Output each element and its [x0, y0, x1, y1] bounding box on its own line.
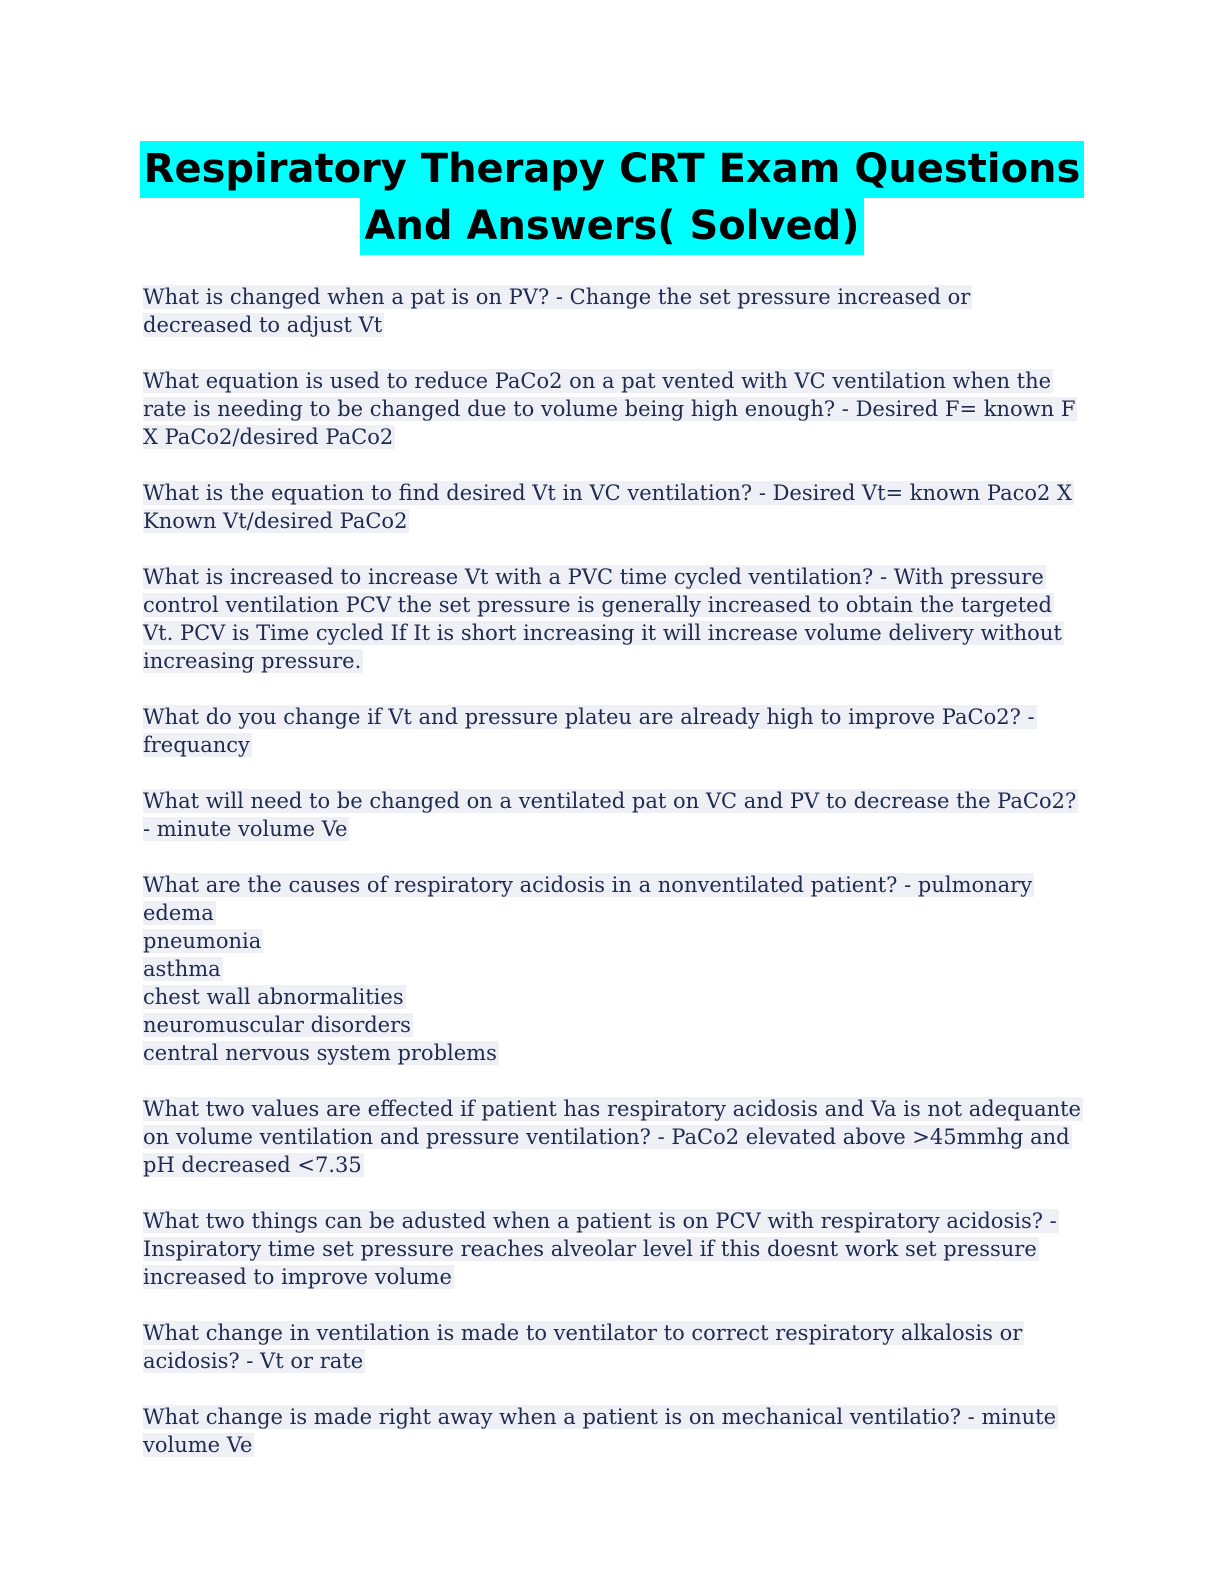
qa-item: [143, 479, 1083, 535]
qa-item: [143, 1319, 1083, 1375]
qa-item: [143, 787, 1083, 843]
qa-item: [143, 563, 1083, 675]
qa-text: What do you change if Vt and pressure plateu are already high to improve PaCo2? - frequancy: [143, 705, 1035, 757]
qa-item: [143, 367, 1083, 451]
qa-item: [143, 283, 1083, 339]
qa-item: [143, 1095, 1083, 1179]
qa-item: [143, 1403, 1083, 1459]
page-title: [0, 141, 1224, 255]
qa-item: [143, 1207, 1083, 1291]
qa-text: What change is made right away when a patient is on mechanical ventilatio? - minute volume Ve: [143, 1405, 1056, 1457]
answer-list-item: [143, 1039, 1083, 1067]
qa-text: What are the causes of respiratory acidosis in a nonventilated patient? - pulmonary edema: [143, 873, 1033, 925]
qa-text: What equation is used to reduce PaCo2 on a pat vented with VC ventilation when the rate is needing to be changed due to volume being high enough? - Desired F= known F X PaCo2/desired PaCo2: [143, 369, 1076, 449]
title-line-1: Respiratory Therapy CRT Exam Questions: [140, 141, 1085, 198]
qa-text: What two values are effected if patient has respiratory acidosis and Va is not adequante on volume ventilation and pressure ventilation? - PaCo2 elevated above >45mmhg and pH decreased <7.35: [143, 1097, 1081, 1177]
answer-text: chest wall abnormalities: [143, 985, 404, 1009]
qa-item: [143, 703, 1083, 759]
answer-text: neuromuscular disorders: [143, 1013, 411, 1037]
qa-text: What is changed when a pat is on PV? - Change the set pressure increased or decreased to adjust Vt: [143, 285, 971, 337]
qa-text: What is increased to increase Vt with a PVC time cycled ventilation? - With pressure control ventilation PCV the set pressure is generally increased to obtain the targeted Vt. PCV is Time cycled If It is short increasing it will increase volume delivery without increasing pressure.: [143, 565, 1062, 673]
answer-text: pneumonia: [143, 929, 262, 953]
qa-list: [143, 283, 1083, 1487]
answer-text: asthma: [143, 957, 221, 981]
answer-list-item: [143, 955, 1083, 983]
qa-text: What is the equation to find desired Vt in VC ventilation? - Desired Vt= known Paco2 X Known Vt/desired PaCo2: [143, 481, 1072, 533]
answer-list-item: [143, 983, 1083, 1011]
title-line-2: And Answers( Solved): [360, 198, 863, 255]
qa-item: [143, 871, 1083, 1067]
answer-list-item: [143, 927, 1083, 955]
qa-text: What two things can be adusted when a patient is on PCV with respiratory acidosis? - Inspiratory time set pressure reaches alveolar level if this doesnt work set pressure increased to improve volume: [143, 1209, 1057, 1289]
answer-text: central nervous system problems: [143, 1041, 497, 1065]
answer-list-item: [143, 1011, 1083, 1039]
qa-text: What change in ventilation is made to ventilator to correct respiratory alkalosis or acidosis? - Vt or rate: [143, 1321, 1023, 1373]
qa-text: What will need to be changed on a ventilated pat on VC and PV to decrease the PaCo2? - minute volume Ve: [143, 789, 1077, 841]
